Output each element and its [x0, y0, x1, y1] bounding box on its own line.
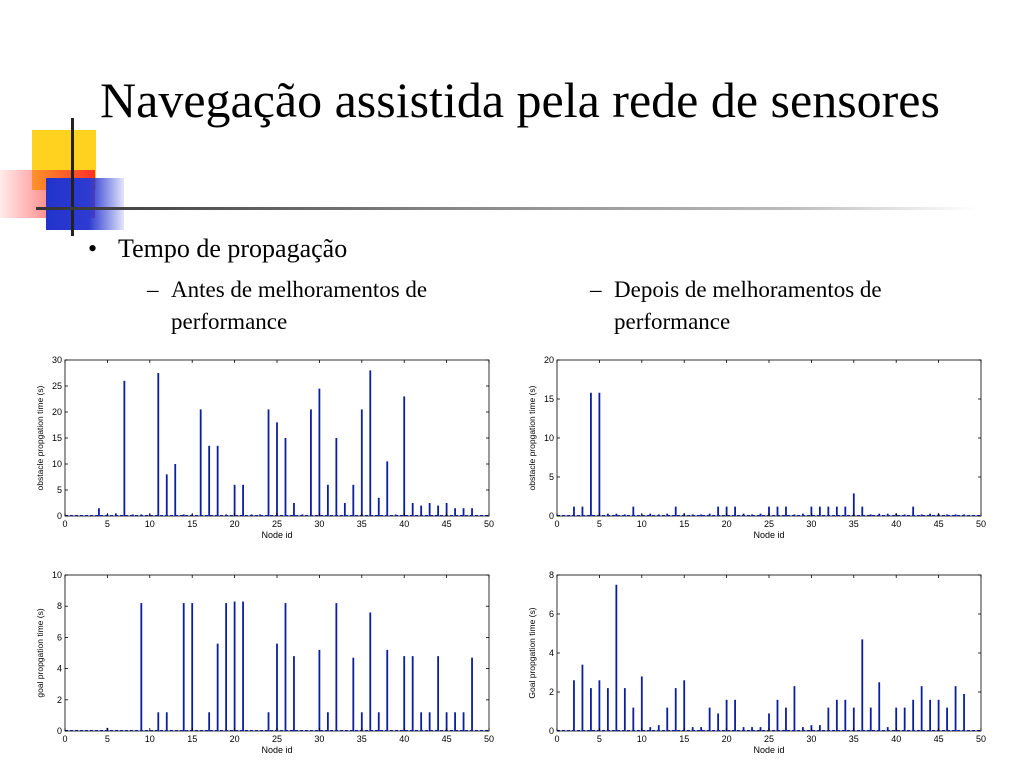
- x-tick-label: 25: [763, 519, 775, 529]
- bar: [938, 700, 940, 731]
- x-tick-label: 25: [271, 519, 283, 529]
- bar: [895, 708, 897, 731]
- x-tick-label: 50: [483, 519, 495, 529]
- bar: [183, 514, 185, 516]
- y-tick-label: 15: [51, 433, 62, 443]
- x-tick-label: 35: [848, 734, 859, 744]
- bar: [675, 688, 677, 731]
- bar: [751, 514, 753, 516]
- bar: [599, 393, 601, 516]
- bar: [242, 602, 244, 731]
- bar: [327, 485, 329, 516]
- bar: [844, 507, 846, 516]
- bar: [734, 507, 736, 516]
- decoration-blue-square: [46, 178, 124, 230]
- bar: [675, 507, 677, 516]
- bar: [268, 712, 270, 731]
- bar: [386, 461, 388, 516]
- bar: [861, 507, 863, 516]
- bar: [794, 686, 796, 731]
- x-tick-label: 5: [596, 734, 602, 744]
- bar: [157, 712, 159, 731]
- x-tick-label: 25: [763, 734, 775, 744]
- bar: [607, 688, 609, 731]
- bar: [794, 514, 796, 516]
- x-axis-label: Node id: [261, 530, 293, 540]
- bar: [904, 708, 906, 731]
- x-tick-label: 0: [62, 519, 68, 529]
- bar: [293, 503, 295, 516]
- y-tick-label: 6: [548, 609, 554, 619]
- bar: [285, 603, 287, 731]
- bar: [319, 650, 321, 731]
- x-tick-label: 10: [636, 519, 647, 529]
- bar: [403, 656, 405, 731]
- y-tick-label: 6: [56, 632, 62, 643]
- plot-area: [557, 575, 981, 731]
- decoration-horizontal-rule: [36, 207, 976, 210]
- bar: [666, 514, 668, 516]
- x-axis-label: Node id: [753, 745, 785, 755]
- bar: [743, 727, 745, 731]
- bar: [140, 514, 142, 516]
- bar: [157, 373, 159, 516]
- y-axis-label: obstacle propgation time (s): [35, 385, 45, 491]
- bullet-item: [88, 234, 347, 264]
- y-axis-label: obstacle propgation time (s): [527, 385, 537, 491]
- bar: [166, 474, 168, 516]
- bar: [624, 514, 626, 516]
- bar: [607, 514, 609, 516]
- x-tick-label: 30: [314, 519, 325, 529]
- bar: [590, 393, 592, 516]
- bar: [217, 446, 219, 516]
- bar: [624, 688, 626, 731]
- bar: [420, 506, 422, 516]
- y-tick-label: 8: [548, 570, 554, 580]
- x-tick-label: 45: [933, 519, 944, 529]
- x-tick-label: 15: [187, 519, 198, 529]
- bullet-text: Tempo de propagação: [118, 234, 348, 263]
- bar: [208, 446, 210, 516]
- bar: [412, 656, 414, 731]
- bar: [887, 727, 889, 731]
- bar: [471, 658, 473, 731]
- x-axis-label: Node id: [753, 530, 785, 540]
- bar: [785, 507, 787, 516]
- y-tick-label: 4: [548, 648, 554, 658]
- bar: [335, 438, 337, 516]
- bar: [632, 708, 634, 731]
- x-tick-label: 45: [441, 734, 452, 744]
- sub-item-before-text: Antes de melhoramentos de performance: [171, 277, 428, 334]
- x-tick-label: 10: [636, 734, 647, 744]
- bar: [183, 603, 185, 731]
- y-tick-label: 15: [543, 394, 554, 404]
- bar: [327, 712, 329, 731]
- bar: [378, 712, 380, 731]
- bar: [234, 485, 236, 516]
- bar: [429, 712, 431, 731]
- x-tick-label: 5: [596, 519, 602, 529]
- sub-dash: –: [590, 277, 602, 302]
- bar: [726, 700, 728, 731]
- bar: [632, 507, 634, 516]
- bullet-symbol: •: [88, 234, 98, 263]
- bar: [251, 514, 253, 516]
- bar: [760, 514, 762, 516]
- bar: [946, 514, 948, 516]
- bar: [615, 585, 617, 731]
- x-tick-label: 30: [314, 734, 325, 744]
- x-tick-label: 35: [356, 734, 367, 744]
- bar: [827, 708, 829, 731]
- bar: [268, 409, 270, 516]
- bar: [437, 656, 439, 731]
- bar: [929, 700, 931, 731]
- bar: [666, 708, 668, 731]
- bar: [242, 485, 244, 516]
- bar: [225, 514, 227, 516]
- bar: [115, 513, 117, 516]
- x-tick-label: 40: [891, 519, 902, 529]
- bar: [692, 727, 694, 731]
- bar: [683, 680, 685, 731]
- bar: [437, 506, 439, 516]
- bar: [700, 514, 702, 516]
- bar: [615, 514, 617, 516]
- x-axis-label: Node id: [261, 745, 293, 755]
- x-tick-label: 15: [679, 519, 690, 529]
- bar: [582, 665, 584, 731]
- x-tick-label: 20: [229, 734, 240, 744]
- chart-goal-after: [522, 565, 992, 765]
- bar: [259, 514, 261, 516]
- bar: [861, 639, 863, 731]
- plot-area: [557, 360, 981, 516]
- bar: [335, 603, 337, 731]
- bar: [412, 503, 414, 516]
- x-tick-label: 50: [975, 519, 987, 529]
- bar: [844, 700, 846, 731]
- bar: [827, 507, 829, 516]
- bar: [912, 700, 914, 731]
- x-tick-label: 45: [441, 519, 452, 529]
- bar: [403, 396, 405, 516]
- bar: [870, 708, 872, 731]
- bar: [225, 603, 227, 731]
- x-tick-label: 40: [399, 734, 410, 744]
- bar: [429, 503, 431, 516]
- x-tick-label: 10: [144, 519, 155, 529]
- bar: [743, 514, 745, 516]
- bar: [454, 712, 456, 731]
- bar: [649, 727, 651, 731]
- bar: [463, 712, 465, 731]
- bar: [352, 658, 354, 731]
- x-tick-label: 35: [356, 519, 367, 529]
- bar: [692, 514, 694, 516]
- bar: [471, 508, 473, 516]
- x-tick-label: 50: [483, 734, 495, 744]
- bar: [369, 612, 371, 731]
- bar: [717, 507, 719, 516]
- bar: [276, 422, 278, 516]
- y-tick-label: 2: [548, 687, 554, 697]
- x-tick-label: 0: [62, 734, 68, 744]
- bar: [599, 680, 601, 731]
- bar: [853, 493, 855, 516]
- y-tick-label: 8: [56, 601, 62, 612]
- y-tick-label: 5: [548, 472, 554, 482]
- x-tick-label: 10: [144, 734, 155, 744]
- bar: [98, 508, 100, 516]
- bar: [200, 409, 202, 516]
- bar: [700, 727, 702, 731]
- bar: [395, 514, 397, 516]
- bar: [785, 708, 787, 731]
- y-tick-label: 25: [51, 381, 62, 391]
- bar: [590, 688, 592, 731]
- y-axis-label: goal propgation time (s): [35, 608, 45, 698]
- bar: [658, 725, 660, 731]
- bar: [463, 508, 465, 516]
- bar: [234, 602, 236, 731]
- bar: [344, 503, 346, 516]
- bar: [658, 514, 660, 516]
- bar: [878, 514, 880, 516]
- bar: [870, 514, 872, 516]
- x-tick-label: 50: [975, 734, 987, 744]
- y-tick-label: 0: [548, 726, 554, 736]
- bar: [802, 727, 804, 731]
- bar: [878, 682, 880, 731]
- chart-goal-before: [30, 565, 500, 765]
- x-tick-label: 15: [187, 734, 198, 744]
- bar: [802, 514, 804, 516]
- sub-item-after-text: Depois de melhoramentos de performance: [614, 277, 882, 334]
- bar: [836, 700, 838, 731]
- x-tick-label: 35: [848, 519, 859, 529]
- x-tick-label: 20: [229, 519, 240, 529]
- bar: [921, 514, 923, 516]
- bar: [946, 708, 948, 731]
- chart-obstacle-after: [522, 350, 992, 550]
- bar: [132, 514, 134, 516]
- chart-obstacle-before: [30, 350, 500, 550]
- sub-dash: –: [147, 277, 159, 302]
- bar: [276, 644, 278, 731]
- bar: [955, 686, 957, 731]
- bar: [649, 514, 651, 516]
- bar: [819, 725, 821, 731]
- y-tick-label: 0: [56, 511, 62, 521]
- x-tick-label: 20: [721, 734, 732, 744]
- bar: [760, 727, 762, 731]
- y-tick-label: 0: [56, 726, 62, 736]
- bar: [293, 656, 295, 731]
- y-tick-label: 10: [543, 433, 554, 443]
- y-tick-label: 4: [56, 663, 62, 674]
- y-tick-label: 20: [51, 407, 62, 417]
- y-tick-label: 30: [51, 355, 62, 365]
- bar: [140, 603, 142, 731]
- bar: [955, 514, 957, 516]
- x-tick-label: 5: [104, 519, 110, 529]
- y-tick-label: 2: [56, 694, 62, 705]
- bar: [123, 381, 125, 516]
- y-tick-label: 10: [51, 459, 62, 469]
- x-tick-label: 45: [933, 734, 944, 744]
- bar: [319, 389, 321, 516]
- bar: [573, 680, 575, 731]
- bar: [963, 514, 965, 516]
- slide-title: Navegação assistida pela rede de sensores: [100, 72, 940, 128]
- bar: [641, 676, 643, 731]
- bar: [310, 409, 312, 516]
- bar: [208, 712, 210, 731]
- bar: [369, 370, 371, 516]
- bar: [191, 603, 193, 731]
- bar: [819, 507, 821, 516]
- x-tick-label: 40: [399, 519, 410, 529]
- bar: [777, 700, 779, 731]
- bar: [709, 708, 711, 731]
- bar: [921, 686, 923, 731]
- bar: [836, 507, 838, 516]
- bar: [285, 438, 287, 516]
- x-tick-label: 20: [721, 519, 732, 529]
- bar: [386, 650, 388, 731]
- bar: [751, 727, 753, 731]
- bar: [734, 700, 736, 731]
- bar: [420, 712, 422, 731]
- bar: [717, 713, 719, 731]
- x-tick-label: 30: [806, 519, 817, 529]
- y-axis-label: Goal propgation time (s): [527, 607, 537, 699]
- x-tick-label: 15: [679, 734, 690, 744]
- bar: [352, 485, 354, 516]
- bar: [904, 514, 906, 516]
- bar: [302, 514, 304, 516]
- decoration-vertical-line: [71, 118, 74, 236]
- bar: [853, 708, 855, 731]
- bar: [887, 514, 889, 516]
- bar: [454, 508, 456, 516]
- bar: [582, 507, 584, 516]
- x-tick-label: 0: [554, 734, 560, 744]
- bar: [929, 514, 931, 516]
- bar: [166, 712, 168, 731]
- x-tick-label: 25: [271, 734, 283, 744]
- x-tick-label: 30: [806, 734, 817, 744]
- y-tick-label: 10: [51, 570, 62, 580]
- bar: [912, 507, 914, 516]
- bar: [573, 507, 575, 516]
- sub-item-before: [147, 274, 517, 338]
- y-tick-label: 5: [56, 485, 62, 495]
- bar: [963, 694, 965, 731]
- y-tick-label: 20: [543, 355, 554, 365]
- sub-item-after: [590, 274, 940, 338]
- bar: [777, 507, 779, 516]
- bar: [709, 514, 711, 516]
- bar: [361, 409, 363, 516]
- bar: [378, 498, 380, 516]
- x-tick-label: 5: [104, 734, 110, 744]
- y-tick-label: 0: [548, 511, 554, 521]
- x-tick-label: 0: [554, 519, 560, 529]
- bar: [174, 464, 176, 516]
- bar: [217, 644, 219, 731]
- x-tick-label: 40: [891, 734, 902, 744]
